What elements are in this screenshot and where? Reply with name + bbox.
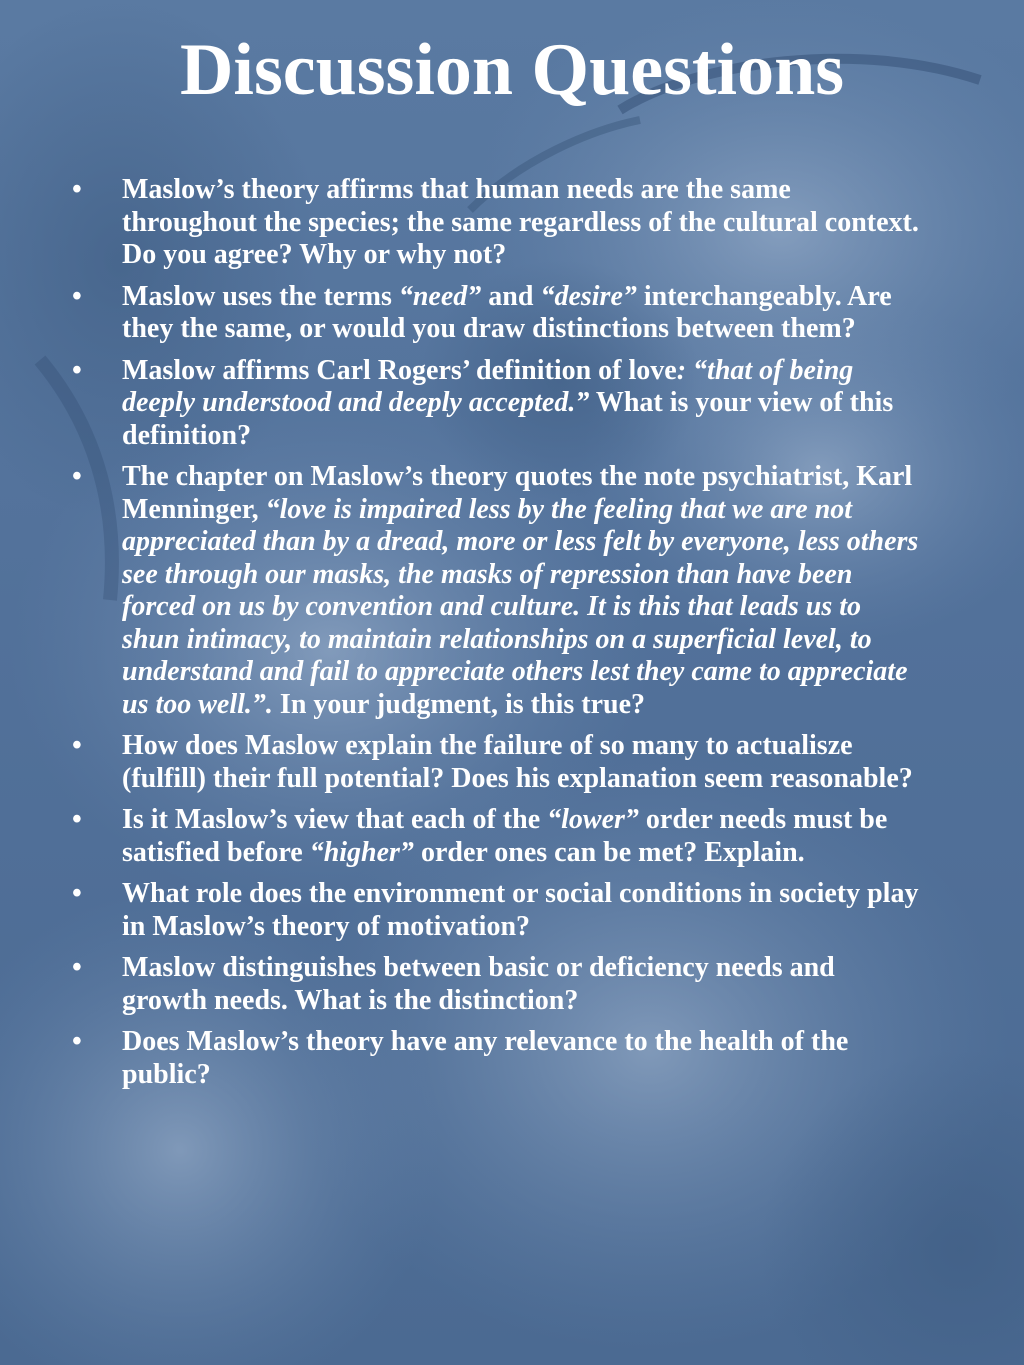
bullet-icon: • — [72, 878, 82, 909]
question-text: Does Maslow’s theory have any relevance to the health of the public? — [122, 1026, 849, 1090]
question-text: order needs must be satisfied before — [122, 804, 888, 868]
question-quote: “love is impaired less by the feeling that we are not appreciated than by a dread, more or less felt by everyone, less others see through our masks, the masks of repression than have been forced on us by convention and culture. It is this that leads us to shun intimacy, to maintain relationships on a superficial level, to understand and fail to appreciate others lest they came to appreciate us too well.”. — [122, 493, 919, 720]
question-emphasis: “desire” — [540, 280, 637, 312]
question-text: Maslow affirms Carl Rogers’ definition of love — [122, 354, 677, 386]
slide-title: Discussion Questions — [179, 29, 845, 111]
list-item — [0, 355, 1024, 453]
bullet-icon: • — [72, 280, 82, 312]
question-text: order ones can be met? Explain. — [413, 836, 805, 868]
bullet-icon: • — [72, 730, 82, 761]
question-text: Maslow’s theory affirms that human needs are the same throughout the species; the same regardless of the cultural context. Do you agree? Why or why not? — [122, 174, 919, 270]
question-text: Is it Maslow’s view that each of the — [122, 804, 548, 835]
question-text: The chapter on Maslow’s theory quotes the note psychiatrist, Karl Menninger, — [122, 461, 913, 525]
list-item — [0, 461, 1024, 721]
bullet-icon: • — [72, 1026, 82, 1057]
question-text: interchangeably. Are they the same, or would you draw distinctions between them? — [122, 280, 892, 344]
bullet-icon: • — [72, 354, 82, 386]
list-item — [0, 878, 1024, 943]
list-item — [0, 1026, 1024, 1091]
list-item — [0, 281, 1024, 346]
question-text: What is your view of this definition? — [122, 387, 894, 451]
question-emphasis: “lower” — [547, 804, 639, 835]
list-item — [0, 174, 1024, 272]
question-text: Maslow distinguishes between basic or deficiency needs and growth needs. What is the distinction? — [122, 952, 835, 1016]
bullet-icon: • — [72, 461, 82, 492]
question-text: and — [481, 280, 541, 312]
bullet-icon: • — [72, 804, 82, 835]
list-item — [0, 952, 1024, 1017]
bullet-icon: • — [72, 174, 82, 205]
question-emphasis: “higher” — [309, 836, 414, 868]
discussion-questions-list — [0, 174, 1024, 1100]
question-text: What role does the environment or social conditions in society play in Maslow’s theory of motivation? — [122, 878, 919, 942]
question-text: How does Maslow explain the failure of so many to actualisze (fulfill) their full potential? Does his explanation seem reasonable? — [122, 730, 913, 794]
question-emphasis: : “that of being deeply understood and deeply accepted.” — [122, 354, 854, 418]
bullet-icon: • — [72, 952, 82, 983]
list-item — [0, 730, 1024, 795]
question-text: Maslow uses the terms — [122, 280, 399, 312]
question-emphasis: “need” — [398, 280, 482, 312]
list-item — [0, 804, 1024, 869]
question-text: In your judgment, is this true? — [272, 688, 646, 720]
